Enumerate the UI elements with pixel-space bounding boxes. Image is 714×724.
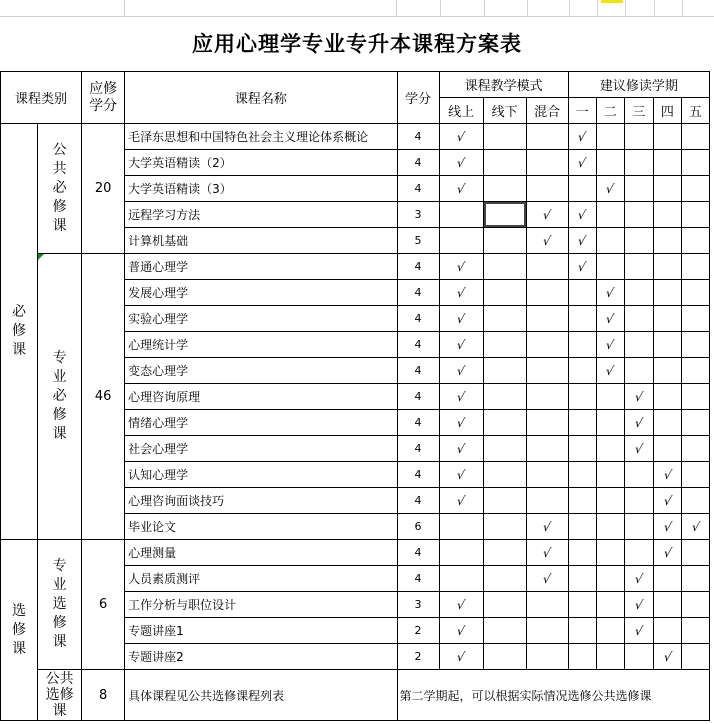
cell-online[interactable] — [439, 358, 483, 384]
cell-sem-3[interactable] — [624, 228, 653, 254]
cell-offline[interactable] — [483, 618, 526, 644]
cell-sem-1[interactable] — [568, 462, 596, 488]
check-icon: √ — [577, 129, 588, 144]
header-semester-2[interactable]: 二 — [596, 98, 624, 124]
cell-sem-3[interactable] — [624, 150, 653, 176]
course-plan-table — [0, 71, 710, 721]
cell-sem-2[interactable] — [596, 540, 624, 566]
check-icon: √ — [605, 337, 616, 352]
course-credit[interactable]: 4 — [397, 436, 439, 462]
course-name[interactable]: 心理咨询原理 — [125, 384, 397, 410]
cell-hybrid[interactable] — [526, 150, 568, 176]
table-row — [1, 254, 710, 280]
cell-sem-2[interactable] — [596, 436, 624, 462]
check-icon: √ — [542, 519, 553, 534]
cell-sem-5[interactable] — [681, 644, 709, 670]
cell-offline[interactable] — [483, 306, 526, 332]
cell-sem-3[interactable] — [624, 644, 653, 670]
check-icon: √ — [577, 207, 588, 222]
cell-sem-3[interactable] — [624, 566, 653, 592]
cell-sem-1[interactable] — [568, 228, 596, 254]
header-mode-group[interactable]: 课程教学模式 — [439, 72, 568, 98]
cell-sem-2[interactable] — [596, 306, 624, 332]
selected-column-highlight — [601, 0, 623, 3]
cell-offline[interactable] — [483, 410, 526, 436]
cell-sem-1[interactable] — [568, 384, 596, 410]
check-icon: √ — [456, 337, 467, 352]
cell-sem-4[interactable] — [653, 592, 681, 618]
cell-online[interactable] — [439, 514, 483, 540]
check-icon: √ — [456, 129, 467, 144]
cell-offline[interactable] — [483, 358, 526, 384]
cell-hybrid[interactable] — [526, 644, 568, 670]
cell-online[interactable] — [439, 228, 483, 254]
cell-hybrid[interactable] — [526, 462, 568, 488]
cell-offline[interactable] — [483, 566, 526, 592]
check-icon: √ — [605, 285, 616, 300]
header-mode-online[interactable]: 线上 — [439, 98, 483, 124]
check-icon: √ — [456, 155, 467, 170]
course-credit[interactable]: 3 — [397, 202, 439, 228]
course-name[interactable]: 计算机基础 — [125, 228, 397, 254]
check-icon: √ — [633, 415, 644, 430]
cell-sem-4[interactable] — [653, 540, 681, 566]
cell-offline[interactable] — [483, 644, 526, 670]
cell-sem-5[interactable] — [681, 202, 709, 228]
cell-offline[interactable] — [483, 280, 526, 306]
check-icon: √ — [456, 389, 467, 404]
cell-online[interactable] — [439, 384, 483, 410]
check-icon: √ — [577, 233, 588, 248]
cell-offline[interactable] — [483, 384, 526, 410]
major-elective-credits[interactable]: 6 — [82, 540, 125, 670]
cell-hybrid[interactable] — [526, 514, 568, 540]
check-icon: √ — [662, 493, 673, 508]
header-credits-required[interactable]: 应修学分 — [82, 72, 125, 124]
check-icon: √ — [633, 623, 644, 638]
cell-sem-2[interactable] — [596, 618, 624, 644]
check-icon: √ — [542, 233, 553, 248]
cell-online[interactable] — [439, 462, 483, 488]
check-icon: √ — [605, 363, 616, 378]
cell-sem-3[interactable] — [624, 540, 653, 566]
cell-sem-1[interactable] — [568, 176, 596, 202]
cell-sem-5[interactable] — [681, 592, 709, 618]
course-credit[interactable]: 4 — [397, 254, 439, 280]
cell-sem-2[interactable] — [596, 358, 624, 384]
course-name[interactable]: 社会心理学 — [125, 436, 397, 462]
course-credit[interactable]: 4 — [397, 566, 439, 592]
cell-hybrid[interactable] — [526, 384, 568, 410]
cell-sem-4[interactable] — [653, 150, 681, 176]
course-name[interactable]: 专题讲座2 — [125, 644, 397, 670]
cell-sem-5[interactable] — [681, 176, 709, 202]
check-icon: √ — [605, 181, 616, 196]
section-public-elective[interactable]: 公共选修课 — [38, 670, 82, 721]
check-icon: √ — [456, 493, 467, 508]
course-name[interactable]: 普通心理学 — [125, 254, 397, 280]
cell-sem-4[interactable] — [653, 514, 681, 540]
header-semester-5[interactable]: 五 — [681, 98, 709, 124]
check-icon: √ — [542, 207, 553, 222]
cell-sem-4[interactable] — [653, 332, 681, 358]
cell-offline[interactable] — [483, 150, 526, 176]
check-icon: √ — [456, 415, 467, 430]
cell-hybrid[interactable] — [526, 592, 568, 618]
course-credit[interactable]: 6 — [397, 514, 439, 540]
cell-sem-2[interactable] — [596, 202, 624, 228]
cell-sem-1[interactable] — [568, 540, 596, 566]
cell-online[interactable] — [439, 436, 483, 462]
cell-sem-5[interactable] — [681, 254, 709, 280]
cell-sem-5[interactable] — [681, 410, 709, 436]
table-row — [1, 540, 710, 566]
cell-sem-5[interactable] — [681, 488, 709, 514]
check-icon: √ — [605, 311, 616, 326]
course-name[interactable]: 大学英语精读（3） — [125, 176, 397, 202]
cell-sem-4[interactable] — [653, 228, 681, 254]
cell-sem-5[interactable] — [681, 462, 709, 488]
cell-online[interactable] — [439, 124, 483, 150]
header-semester-3[interactable]: 三 — [624, 98, 653, 124]
cell-sem-3[interactable] — [624, 384, 653, 410]
cell-sem-5[interactable] — [681, 540, 709, 566]
cell-sem-4[interactable] — [653, 488, 681, 514]
header-credit[interactable]: 学分 — [397, 72, 439, 124]
cell-sem-1[interactable] — [568, 280, 596, 306]
cell-offline[interactable] — [483, 488, 526, 514]
cell-sem-3[interactable] — [624, 436, 653, 462]
course-credit[interactable]: 4 — [397, 176, 439, 202]
table-row — [1, 670, 710, 721]
cell-sem-2[interactable] — [596, 566, 624, 592]
cell-sem-3[interactable] — [624, 254, 653, 280]
cell-online[interactable] — [439, 488, 483, 514]
check-icon: √ — [456, 285, 467, 300]
check-icon: √ — [662, 467, 673, 482]
course-name[interactable]: 远程学习方法 — [125, 202, 397, 228]
cell-sem-5[interactable] — [681, 124, 709, 150]
cell-sem-1[interactable] — [568, 514, 596, 540]
cell-sem-2[interactable] — [596, 254, 624, 280]
public-elective-course-name[interactable]: 具体课程见公共选修课程列表 — [125, 670, 397, 721]
cell-sem-3[interactable] — [624, 358, 653, 384]
cell-online[interactable] — [439, 540, 483, 566]
cell-offline[interactable] — [483, 540, 526, 566]
course-name[interactable]: 实验心理学 — [125, 306, 397, 332]
cell-sem-2[interactable] — [596, 592, 624, 618]
cell-offline[interactable] — [483, 254, 526, 280]
check-icon: √ — [577, 155, 588, 170]
cell-sem-1[interactable] — [568, 306, 596, 332]
cell-sem-1[interactable] — [568, 202, 596, 228]
cell-sem-5[interactable] — [681, 306, 709, 332]
cell-online[interactable] — [439, 176, 483, 202]
cell-online[interactable] — [439, 332, 483, 358]
check-icon: √ — [456, 467, 467, 482]
cell-sem-4[interactable] — [653, 176, 681, 202]
cell-offline[interactable] — [483, 592, 526, 618]
cell-sem-1[interactable] — [568, 592, 596, 618]
cell-hybrid[interactable] — [526, 254, 568, 280]
cell-online[interactable] — [439, 280, 483, 306]
cell-sem-2[interactable] — [596, 384, 624, 410]
cell-sem-1[interactable] — [568, 332, 596, 358]
cell-offline[interactable] — [483, 514, 526, 540]
check-icon: √ — [633, 441, 644, 456]
cell-hybrid[interactable] — [526, 540, 568, 566]
section-major-elective[interactable]: 专业选修课 — [38, 540, 82, 670]
check-icon: √ — [662, 649, 673, 664]
cell-sem-5[interactable] — [681, 618, 709, 644]
cell-hybrid[interactable] — [526, 280, 568, 306]
cell-online[interactable] — [439, 410, 483, 436]
cell-sem-4[interactable] — [653, 410, 681, 436]
course-name[interactable]: 专题讲座1 — [125, 618, 397, 644]
cell-online[interactable] — [439, 254, 483, 280]
check-icon: √ — [456, 363, 467, 378]
page-title: 应用心理学专业专升本课程方案表 — [192, 31, 522, 56]
cell-sem-3[interactable] — [624, 306, 653, 332]
check-icon: √ — [456, 311, 467, 326]
cell-hybrid[interactable] — [526, 228, 568, 254]
check-icon: √ — [542, 545, 553, 560]
header-row-1 — [1, 72, 710, 98]
check-icon: √ — [456, 259, 467, 274]
header-category[interactable]: 课程类别 — [1, 72, 82, 124]
cell-online[interactable] — [439, 150, 483, 176]
cell-sem-4[interactable] — [653, 566, 681, 592]
cell-sem-5[interactable] — [681, 566, 709, 592]
cell-sem-2[interactable] — [596, 280, 624, 306]
cell-sem-1[interactable] — [568, 124, 596, 150]
course-credit[interactable]: 2 — [397, 644, 439, 670]
cell-sem-4[interactable] — [653, 384, 681, 410]
check-icon: √ — [633, 597, 644, 612]
major-required-credits[interactable]: 46 — [82, 254, 125, 540]
cell-sem-2[interactable] — [596, 410, 624, 436]
course-name[interactable]: 大学英语精读（2） — [125, 150, 397, 176]
cell-sem-1[interactable] — [568, 150, 596, 176]
cell-sem-5[interactable] — [681, 514, 709, 540]
cell-sem-3[interactable] — [624, 592, 653, 618]
cell-sem-5[interactable] — [681, 358, 709, 384]
cell-online[interactable] — [439, 306, 483, 332]
public-required-credits[interactable]: 20 — [82, 124, 125, 254]
cell-hybrid[interactable] — [526, 124, 568, 150]
cell-offline[interactable] — [483, 462, 526, 488]
cell-hybrid[interactable] — [526, 488, 568, 514]
cell-offline[interactable] — [483, 228, 526, 254]
check-icon: √ — [662, 545, 673, 560]
cell-sem-4[interactable] — [653, 644, 681, 670]
public-elective-note[interactable]: 第二学期起，可以根据实际情况选修公共选修课 — [397, 670, 710, 721]
cell-offline[interactable] — [483, 436, 526, 462]
cell-offline[interactable] — [483, 124, 526, 150]
cell-online[interactable] — [439, 618, 483, 644]
course-name[interactable]: 工作分析与职位设计 — [125, 592, 397, 618]
cell-offline[interactable] — [483, 176, 526, 202]
cell-sem-3[interactable] — [624, 176, 653, 202]
check-icon: √ — [456, 441, 467, 456]
cell-online[interactable] — [439, 202, 483, 228]
cell-sem-1[interactable] — [568, 488, 596, 514]
course-credit[interactable]: 4 — [397, 280, 439, 306]
check-icon: √ — [633, 571, 644, 586]
cell-sem-2[interactable] — [596, 644, 624, 670]
header-mode-hybrid[interactable]: 混合 — [526, 98, 568, 124]
cell-sem-2[interactable] — [596, 514, 624, 540]
cell-sem-1[interactable] — [568, 644, 596, 670]
header-semester-4[interactable]: 四 — [653, 98, 681, 124]
course-name[interactable]: 毛泽东思想和中国特色社会主义理论体系概论 — [125, 124, 397, 150]
cell-hybrid[interactable] — [526, 618, 568, 644]
cell-sem-3[interactable] — [624, 514, 653, 540]
cell-hybrid[interactable] — [526, 566, 568, 592]
header-course-name[interactable]: 课程名称 — [125, 72, 397, 124]
cell-online[interactable] — [439, 592, 483, 618]
cell-hybrid[interactable] — [526, 202, 568, 228]
cell-hybrid[interactable] — [526, 358, 568, 384]
course-name[interactable]: 发展心理学 — [125, 280, 397, 306]
course-credit[interactable]: 4 — [397, 150, 439, 176]
cell-sem-4[interactable] — [653, 280, 681, 306]
cell-offline[interactable] — [483, 332, 526, 358]
cell-sem-5[interactable] — [681, 436, 709, 462]
course-name[interactable]: 毕业论文 — [125, 514, 397, 540]
course-credit[interactable]: 4 — [397, 124, 439, 150]
check-icon: √ — [577, 259, 588, 274]
course-credit[interactable]: 4 — [397, 488, 439, 514]
cell-sem-2[interactable] — [596, 150, 624, 176]
course-name[interactable]: 变态心理学 — [125, 358, 397, 384]
cell-sem-3[interactable] — [624, 488, 653, 514]
check-icon: √ — [542, 571, 553, 586]
cell-hybrid[interactable] — [526, 436, 568, 462]
cell-online[interactable] — [439, 566, 483, 592]
course-credit[interactable]: 4 — [397, 462, 439, 488]
cell-sem-4[interactable] — [653, 358, 681, 384]
header-semester-group[interactable]: 建议修读学期 — [568, 72, 709, 98]
course-credit[interactable]: 4 — [397, 306, 439, 332]
cell-sem-3[interactable] — [624, 410, 653, 436]
cell-sem-1[interactable] — [568, 566, 596, 592]
course-name[interactable]: 心理咨询面谈技巧 — [125, 488, 397, 514]
course-name[interactable]: 心理统计学 — [125, 332, 397, 358]
active-cell-offline[interactable] — [483, 202, 526, 228]
course-credit[interactable]: 4 — [397, 410, 439, 436]
cell-sem-5[interactable] — [681, 384, 709, 410]
course-credit[interactable]: 3 — [397, 592, 439, 618]
cell-sem-2[interactable] — [596, 176, 624, 202]
cell-sem-5[interactable] — [681, 150, 709, 176]
cell-sem-1[interactable] — [568, 254, 596, 280]
cell-sem-2[interactable] — [596, 332, 624, 358]
course-credit[interactable]: 4 — [397, 358, 439, 384]
cell-sem-2[interactable] — [596, 462, 624, 488]
cell-hybrid[interactable] — [526, 410, 568, 436]
section-major-required[interactable]: 专业必修课 — [38, 254, 82, 540]
cell-sem-3[interactable] — [624, 202, 653, 228]
cell-sem-1[interactable] — [568, 358, 596, 384]
cell-sem-3[interactable] — [624, 332, 653, 358]
cell-sem-4[interactable] — [653, 202, 681, 228]
cell-sem-1[interactable] — [568, 410, 596, 436]
course-credit[interactable]: 4 — [397, 540, 439, 566]
course-name[interactable]: 情绪心理学 — [125, 410, 397, 436]
cell-sem-5[interactable] — [681, 228, 709, 254]
cell-sem-4[interactable] — [653, 618, 681, 644]
cell-sem-2[interactable] — [596, 488, 624, 514]
cell-sem-3[interactable] — [624, 280, 653, 306]
course-credit[interactable]: 2 — [397, 618, 439, 644]
course-credit[interactable]: 4 — [397, 384, 439, 410]
cell-hybrid[interactable] — [526, 332, 568, 358]
public-elective-credits[interactable]: 8 — [82, 670, 125, 721]
cell-sem-4[interactable] — [653, 306, 681, 332]
check-icon: √ — [456, 623, 467, 638]
cell-sem-4[interactable] — [653, 462, 681, 488]
check-icon: √ — [662, 519, 673, 534]
cell-hybrid[interactable] — [526, 176, 568, 202]
cell-sem-4[interactable] — [653, 124, 681, 150]
section-public-required[interactable]: 公共必修课 — [38, 124, 82, 254]
section-required[interactable]: 必修课 — [1, 124, 38, 540]
cell-sem-5[interactable] — [681, 332, 709, 358]
check-icon: √ — [456, 649, 467, 664]
section-elective[interactable]: 选修课 — [1, 540, 38, 721]
course-credit[interactable]: 5 — [397, 228, 439, 254]
course-name[interactable]: 认知心理学 — [125, 462, 397, 488]
cell-sem-2[interactable] — [596, 228, 624, 254]
check-icon: √ — [633, 389, 644, 404]
cell-online[interactable] — [439, 644, 483, 670]
table-row — [1, 124, 710, 150]
cell-sem-4[interactable] — [653, 436, 681, 462]
cell-sem-4[interactable] — [653, 254, 681, 280]
cell-sem-3[interactable] — [624, 124, 653, 150]
header-mode-offline[interactable]: 线下 — [483, 98, 526, 124]
check-icon: √ — [690, 519, 701, 534]
cell-sem-1[interactable] — [568, 436, 596, 462]
header-semester-1[interactable]: 一 — [568, 98, 596, 124]
cell-sem-1[interactable] — [568, 618, 596, 644]
course-credit[interactable]: 4 — [397, 332, 439, 358]
check-icon: √ — [456, 181, 467, 196]
cell-sem-3[interactable] — [624, 462, 653, 488]
check-icon: √ — [456, 597, 467, 612]
cell-sem-2[interactable] — [596, 124, 624, 150]
course-name[interactable]: 心理测量 — [125, 540, 397, 566]
cell-sem-5[interactable] — [681, 280, 709, 306]
cell-hybrid[interactable] — [526, 306, 568, 332]
cell-sem-3[interactable] — [624, 618, 653, 644]
course-name[interactable]: 人员素质测评 — [125, 566, 397, 592]
